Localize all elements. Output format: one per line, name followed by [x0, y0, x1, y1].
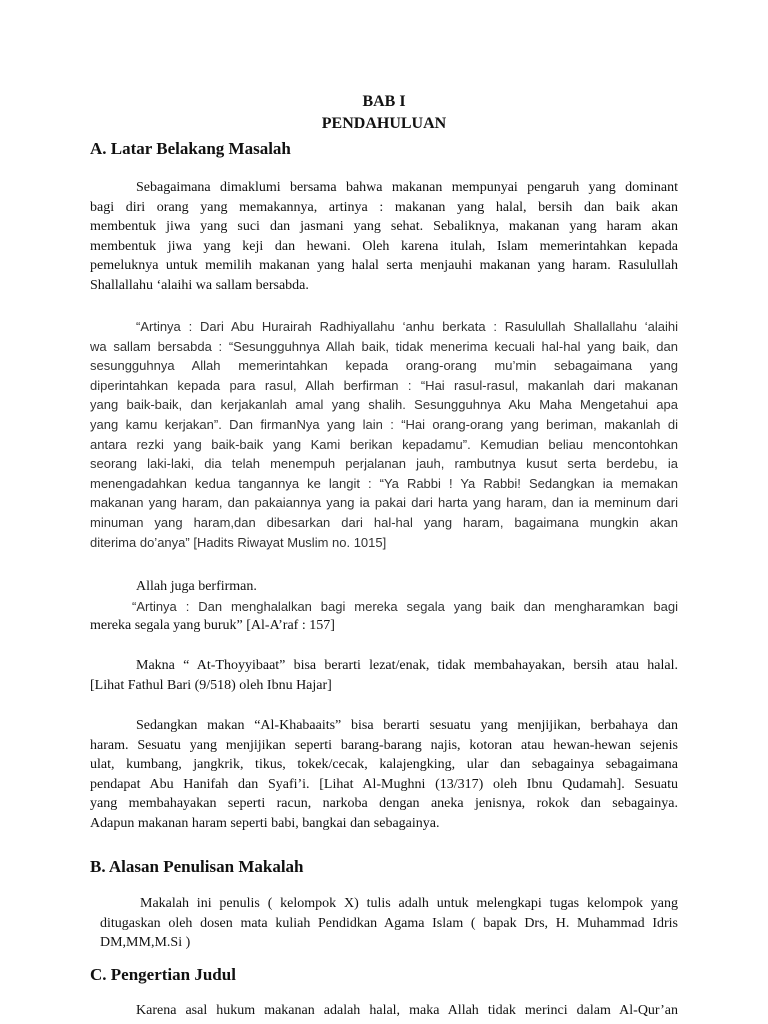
text-line: seorang laki-laki, dia telah menempuh perjalanan jauh, rambutnya kusut serta berdebu, ia	[90, 456, 678, 472]
text-line: membentuk jiwa yang keji dan hewani. Oleh karena itulah, Islam memerintahkan kepada	[90, 238, 678, 254]
text-line: Allah juga berfirman.	[136, 579, 257, 594]
text-line: yang kamu kerjakan”. Dan firmanNya yang lain : “Hai orang-orang yang beriman, makanlah di	[90, 416, 678, 432]
text-line: Sedangkan makan “Al-Khabaaits” bisa berarti sesuatu yang menjijikan, berbahaya dan	[136, 718, 678, 733]
text-line: pendapat Abu Hanifah dan Syafi’i. [Lihat Al-Mughni (13/317) oleh Ibnu Qudamah]. Sesuatu	[90, 776, 678, 792]
paragraph-6	[100, 894, 678, 953]
text-line: Sebagaimana dimaklumi bersama bahwa makanan mempunyai pengaruh yang dominant	[136, 180, 678, 195]
text-line: yang membahayakan seperti racun, narkoba dengan aneka jenisnya, rokok dan sebagainya.	[90, 796, 678, 812]
text-line: haram. Sesuatu yang menjijikan seperti barang-barang najis, kotoran atau hewan-hewan sejenis	[90, 737, 678, 753]
text-line: [Lihat Fathul Bari (9/518) oleh Ibnu Hajar]	[90, 677, 332, 693]
text-line: DM,MM,M.Si )	[100, 935, 191, 951]
text-line: Shallallahu ‘alaihi wa sallam bersabda.	[90, 277, 309, 293]
text-line: Makna “ At-Thoyyibaat” bisa berarti lezat/enak, tidak membahayakan, bersih atau halal.	[136, 658, 678, 673]
chapter-title: PENDAHULUAN	[321, 115, 447, 132]
text-line: pemeluknya untuk memilih makanan yang halal serta menjauhi makanan yang haram. Rasulullah	[90, 258, 678, 274]
paragraph-3	[90, 577, 678, 636]
section-heading-c: C. Pengertian Judul	[90, 965, 236, 984]
section-heading-b: B. Alasan Penulisan Makalah	[90, 857, 304, 876]
text-line: antara rezki yang baik-baik yang Kami berikan kepadamu”. Kemudian beliau mencontohkan	[90, 436, 678, 452]
text-line: ditugaskan oleh dosen mata kuliah Pendidkan Agama Islam ( bapak Drs, H. Muhammad Idris	[100, 915, 678, 931]
section-heading-a: A. Latar Belakang Masalah	[90, 139, 291, 158]
paragraph-4	[90, 656, 678, 695]
paragraph-2-hadith	[90, 317, 678, 552]
paragraph-7	[90, 1001, 678, 1021]
text-line: minuman yang haram,dan dibesarkan dari hal-hal yang haram, bagaimana mungkin akan	[90, 514, 678, 530]
text-line: ulat, kumbang, jangkrik, tikus, tokek/cecak, kalajengking, ular dan sebagainya sebagaimana	[90, 757, 678, 773]
text-line: yang baik-baik, dan kerjakanlah amal yang shalih. Sesungguhnya Aku Maha Mengetahui apa	[90, 397, 678, 413]
text-line: Adapun makanan haram seperti babi, bangkai dan sebagainya.	[90, 815, 440, 831]
text-line: diterima do’anya” [Hadits Riwayat Muslim no. 1015]	[90, 534, 387, 550]
text-line: wa sallam bersabda : “Sesungguhnya Allah baik, tidak menerima kecuali hal-hal yang baik, dan	[90, 338, 678, 354]
text-line: “Artinya : Dari Abu Hurairah Radhiyallahu ‘anhu berkata : Rasulullah Shallallahu ‘alaihi	[136, 319, 678, 334]
text-line: diperintahkan kepada para rasul, Allah berfirman : “Hai rasul-rasul, makanlah dari makanan	[90, 377, 678, 393]
text-line: “Artinya : Dan menghalalkan bagi mereka segala yang baik dan mengharamkan bagi	[132, 598, 678, 614]
text-line: Karena asal hukum makanan adalah halal, maka Allah tidak merinci dalam Al-Qur’an	[136, 1003, 678, 1018]
paragraph-5	[90, 716, 678, 834]
text-line: Makalah ini penulis ( kelompok X) tulis adalh untuk melengkapi tugas kelompok yang	[140, 896, 678, 911]
text-line: menengadahkan kedua tangannya ke langit : “Ya Rabbi ! Ya Rabbi! Sedangkan ia memakan	[90, 475, 678, 491]
text-line: makanan yang haram, dan pakaiannya yang ia pakai dari harta yang haram, dan ia meminum dari	[90, 495, 678, 511]
text-line: sesungguhnya Allah memerintahkan kepada orang-orang mu’min sebagaimana yang	[90, 358, 678, 374]
paragraph-1	[90, 178, 678, 296]
text-line: bagi diri orang yang memakannya, artinya : makanan yang halal, bersih dan baik akan	[90, 199, 678, 215]
chapter-number: BAB I	[362, 93, 406, 110]
text-line: membentuk jiwa yang suci dan jasmani yang sehat. Sebaliknya, makanan yang haram akan	[90, 219, 678, 235]
text-line: mereka segala yang buruk” [Al-A’raf : 157]	[90, 618, 335, 634]
